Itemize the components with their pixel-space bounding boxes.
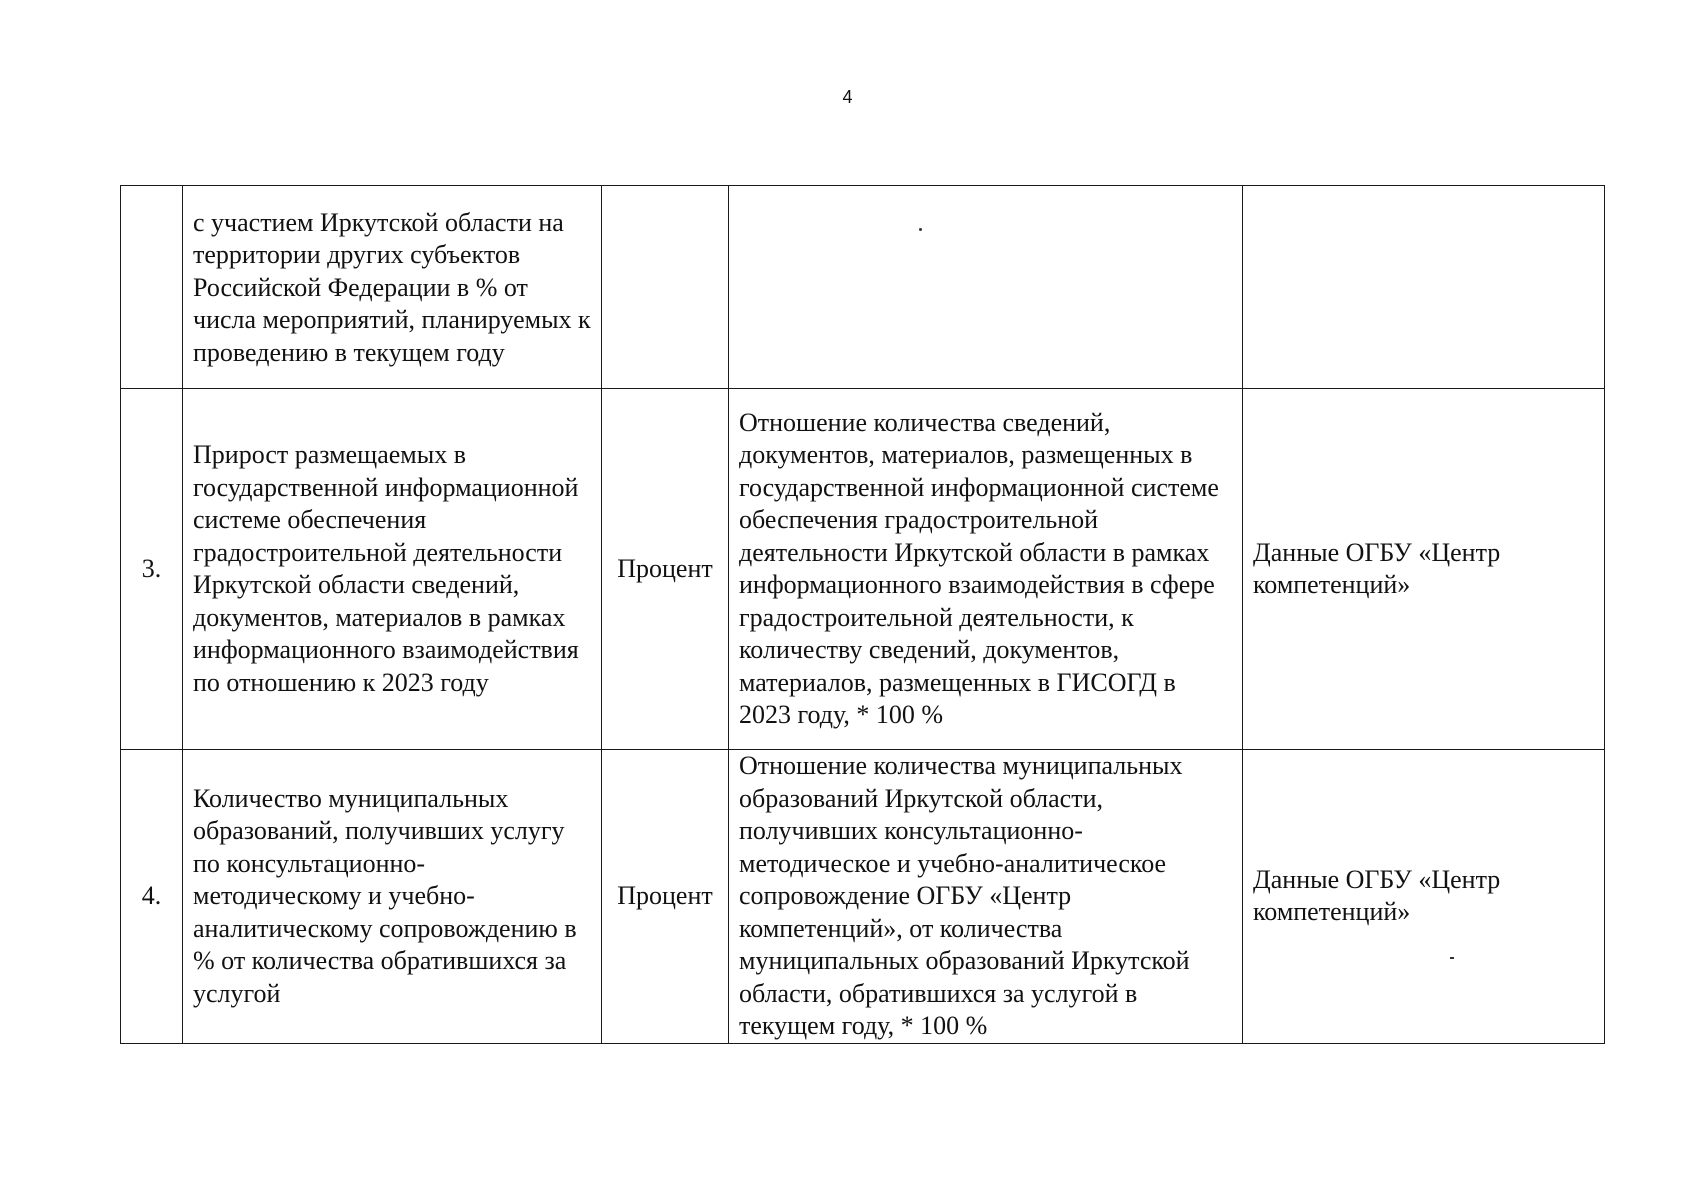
indicator-name-cell xyxy=(183,186,602,389)
source-cell xyxy=(1243,750,1605,1044)
indicators-table xyxy=(120,185,1605,1044)
unit-cell xyxy=(602,186,729,389)
source-cell xyxy=(1243,389,1605,750)
table-row xyxy=(121,186,1605,389)
indicator-name-text: с участием Иркутской области на территории других субъектов Российской Федерации в % от числа мероприятий, планируемых к проведению в текущем году xyxy=(193,207,591,367)
unit-cell: Процент xyxy=(602,389,729,750)
source-cell-content xyxy=(1253,750,1594,1043)
calculation-text: Отношение количества муниципальных образований Иркутской области, получивших консультационно-методическое и учебно-аналитическое сопровождение ОГБУ «Центр компетенций», от количества муниципальных образований Иркутской области, обратившихся за услугой в текущем году, * 100 % xyxy=(739,751,1190,1040)
source-cell xyxy=(1243,186,1605,389)
page-number: 4 xyxy=(842,87,853,107)
indicator-name-cell xyxy=(183,389,602,750)
scan-speck xyxy=(919,228,922,231)
calculation-cell xyxy=(729,186,1243,389)
row-number-cell: 3. xyxy=(121,389,183,750)
scan-speck xyxy=(1450,957,1454,959)
table-row xyxy=(121,389,1605,750)
calculation-cell xyxy=(729,750,1243,1044)
row-number-cell xyxy=(121,186,183,389)
source-text: Данные ОГБУ «Центр компетенций» xyxy=(1253,537,1501,599)
calculation-text: Отношение количества сведений, документов, материалов, размещенных в государственной информационной системе обеспечения градостроительной деятельности Иркутской области в рамках информационного взаимодействия в сфере градостроительной деятельности, к количеству сведений, документов, материалов, размещенных в ГИСОГД в 2023 году, * 100 % xyxy=(739,407,1219,729)
unit-cell: Процент xyxy=(602,750,729,1044)
row-number-cell: 4. xyxy=(121,750,183,1044)
calculation-cell xyxy=(729,389,1243,750)
calculation-cell-content xyxy=(739,186,1232,388)
indicator-name-text: Количество муниципальных образований, получивших услугу по консультационно-методическому и учебно-аналитическому сопровождению в % от количества обратившихся за услугой xyxy=(193,783,577,1008)
indicator-name-text: Прирост размещаемых в государственной информационной системе обеспечения градостроительной деятельности Иркутской области сведений, документов, материалов в рамках информационного взаимодействия по отношению к 2023 году xyxy=(193,440,579,697)
source-text: Данные ОГБУ «Центр компетенций» xyxy=(1253,864,1501,927)
indicator-name-cell xyxy=(183,750,602,1044)
table-row xyxy=(121,750,1605,1044)
